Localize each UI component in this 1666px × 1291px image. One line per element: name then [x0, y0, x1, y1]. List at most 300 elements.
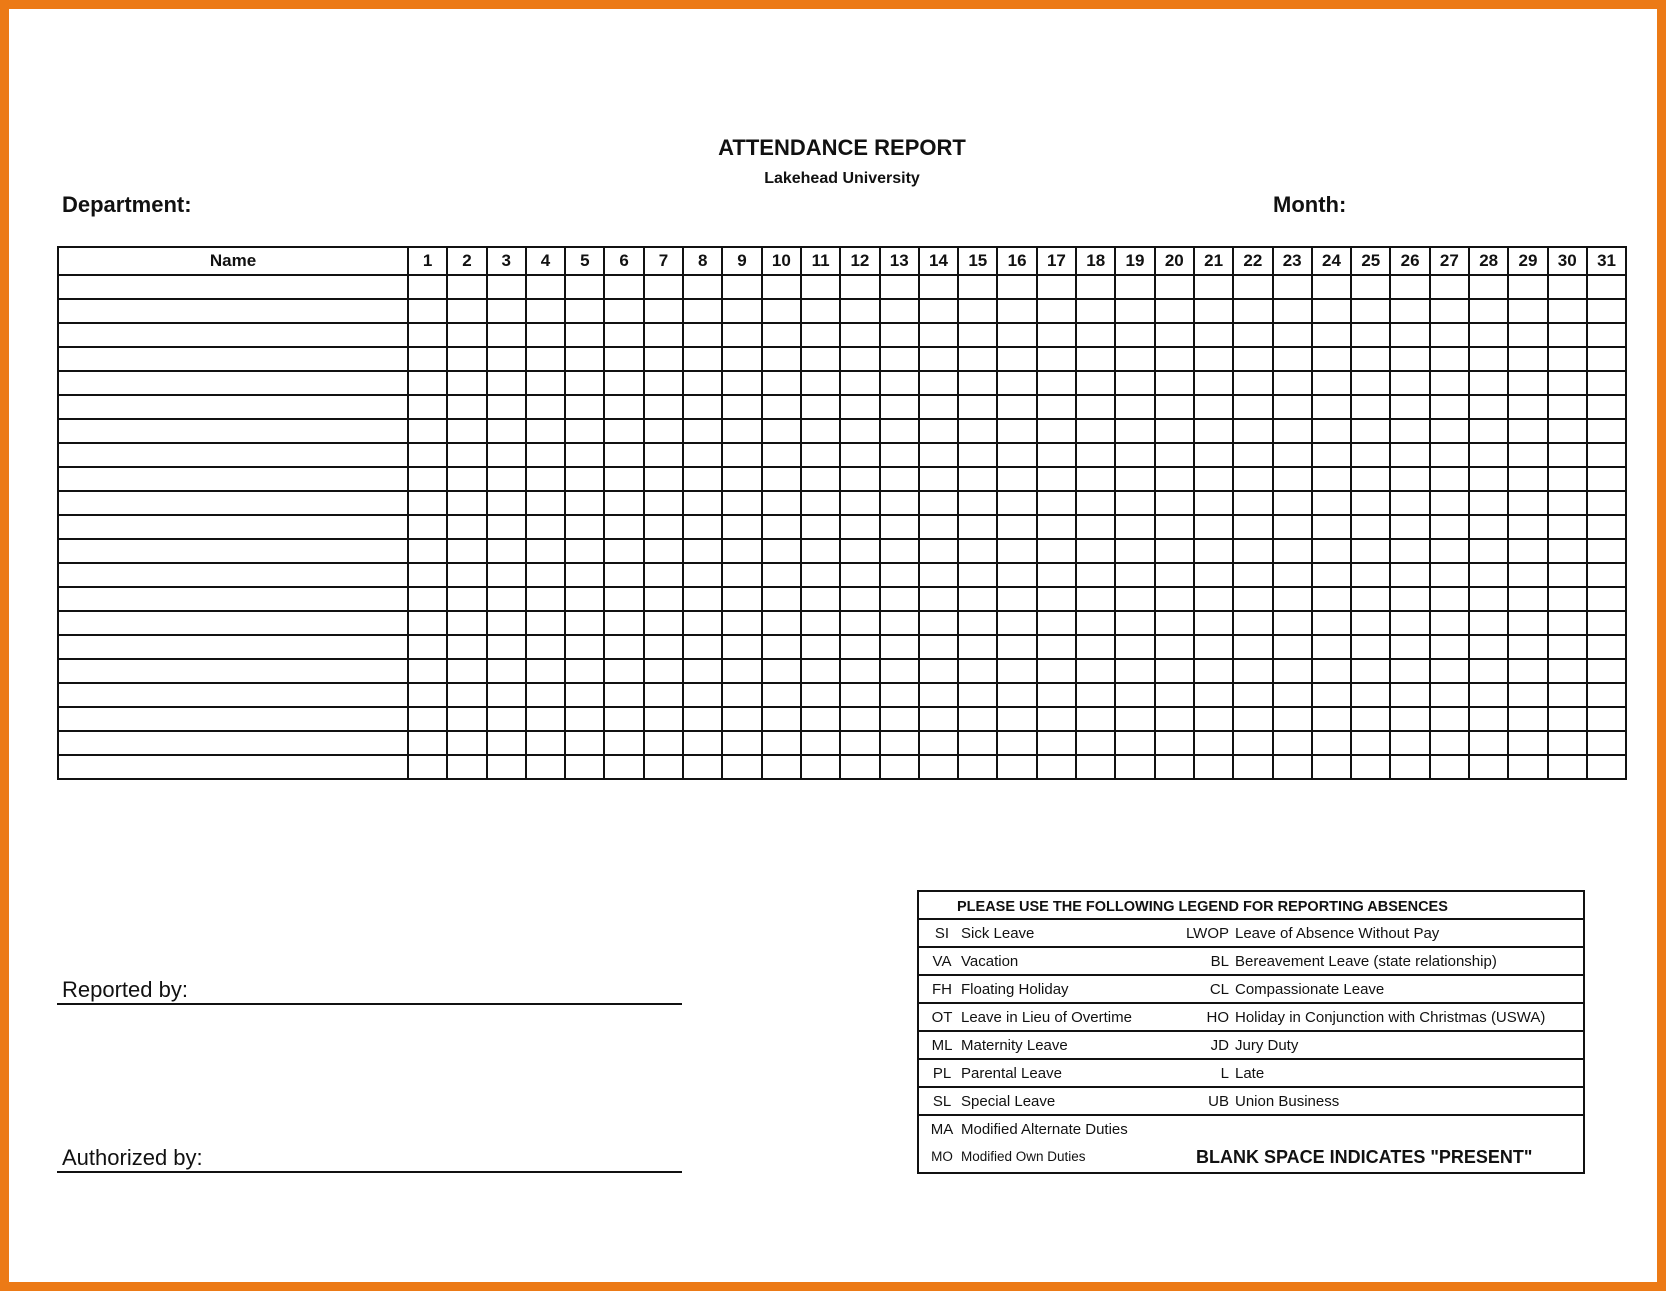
day-cell[interactable] — [604, 635, 643, 659]
day-cell[interactable] — [840, 491, 879, 515]
day-cell[interactable] — [565, 323, 604, 347]
day-cell[interactable] — [1469, 299, 1508, 323]
day-cell[interactable] — [604, 299, 643, 323]
day-cell[interactable] — [997, 539, 1036, 563]
day-cell[interactable] — [1312, 299, 1351, 323]
day-cell[interactable] — [919, 587, 958, 611]
day-cell[interactable] — [762, 371, 801, 395]
day-cell[interactable] — [1430, 635, 1469, 659]
day-cell[interactable] — [1548, 563, 1587, 587]
day-cell[interactable] — [604, 587, 643, 611]
day-cell[interactable] — [604, 731, 643, 755]
day-cell[interactable] — [1115, 659, 1154, 683]
day-cell[interactable] — [1587, 539, 1626, 563]
day-cell[interactable] — [683, 419, 722, 443]
day-cell[interactable] — [1351, 491, 1390, 515]
day-cell[interactable] — [1587, 323, 1626, 347]
day-cell[interactable] — [801, 467, 840, 491]
day-cell[interactable] — [1390, 587, 1429, 611]
day-cell[interactable] — [840, 683, 879, 707]
day-cell[interactable] — [1076, 563, 1115, 587]
day-cell[interactable] — [644, 587, 683, 611]
day-cell[interactable] — [1508, 371, 1547, 395]
day-cell[interactable] — [1155, 299, 1194, 323]
day-cell[interactable] — [762, 659, 801, 683]
name-cell[interactable] — [58, 395, 408, 419]
day-cell[interactable] — [1037, 611, 1076, 635]
day-cell[interactable] — [408, 395, 447, 419]
day-cell[interactable] — [1194, 371, 1233, 395]
day-cell[interactable] — [447, 707, 486, 731]
day-cell[interactable] — [487, 587, 526, 611]
day-cell[interactable] — [1351, 275, 1390, 299]
day-cell[interactable] — [644, 731, 683, 755]
day-cell[interactable] — [1115, 419, 1154, 443]
day-cell[interactable] — [1233, 443, 1272, 467]
day-cell[interactable] — [1312, 755, 1351, 779]
day-cell[interactable] — [565, 491, 604, 515]
day-cell[interactable] — [565, 731, 604, 755]
day-cell[interactable] — [722, 515, 761, 539]
day-cell[interactable] — [1273, 467, 1312, 491]
day-cell[interactable] — [722, 443, 761, 467]
day-cell[interactable] — [1037, 635, 1076, 659]
day-cell[interactable] — [1312, 323, 1351, 347]
day-cell[interactable] — [1194, 443, 1233, 467]
day-cell[interactable] — [722, 563, 761, 587]
day-cell[interactable] — [1430, 491, 1469, 515]
day-cell[interactable] — [762, 419, 801, 443]
day-cell[interactable] — [997, 587, 1036, 611]
day-cell[interactable] — [1548, 419, 1587, 443]
day-cell[interactable] — [840, 659, 879, 683]
day-cell[interactable] — [1469, 419, 1508, 443]
day-cell[interactable] — [1312, 707, 1351, 731]
day-cell[interactable] — [1233, 755, 1272, 779]
day-cell[interactable] — [1548, 683, 1587, 707]
day-cell[interactable] — [1548, 395, 1587, 419]
day-cell[interactable] — [683, 659, 722, 683]
day-cell[interactable] — [958, 299, 997, 323]
day-cell[interactable] — [1469, 683, 1508, 707]
day-cell[interactable] — [762, 611, 801, 635]
day-cell[interactable] — [565, 275, 604, 299]
day-cell[interactable] — [1115, 755, 1154, 779]
day-cell[interactable] — [487, 731, 526, 755]
day-cell[interactable] — [997, 299, 1036, 323]
day-cell[interactable] — [880, 659, 919, 683]
day-cell[interactable] — [487, 611, 526, 635]
day-cell[interactable] — [1508, 683, 1547, 707]
day-cell[interactable] — [526, 275, 565, 299]
day-cell[interactable] — [801, 563, 840, 587]
day-cell[interactable] — [408, 491, 447, 515]
day-cell[interactable] — [1273, 563, 1312, 587]
day-cell[interactable] — [1155, 515, 1194, 539]
day-cell[interactable] — [1076, 539, 1115, 563]
day-cell[interactable] — [1194, 659, 1233, 683]
day-cell[interactable] — [526, 347, 565, 371]
day-cell[interactable] — [722, 371, 761, 395]
day-cell[interactable] — [1155, 659, 1194, 683]
day-cell[interactable] — [1390, 443, 1429, 467]
day-cell[interactable] — [408, 299, 447, 323]
day-cell[interactable] — [997, 611, 1036, 635]
day-cell[interactable] — [565, 587, 604, 611]
day-cell[interactable] — [1430, 467, 1469, 491]
day-cell[interactable] — [1469, 635, 1508, 659]
name-cell[interactable] — [58, 539, 408, 563]
day-cell[interactable] — [958, 755, 997, 779]
day-cell[interactable] — [880, 347, 919, 371]
day-cell[interactable] — [1587, 755, 1626, 779]
day-cell[interactable] — [1233, 515, 1272, 539]
day-cell[interactable] — [1194, 347, 1233, 371]
day-cell[interactable] — [1587, 443, 1626, 467]
day-cell[interactable] — [644, 611, 683, 635]
day-cell[interactable] — [1155, 371, 1194, 395]
day-cell[interactable] — [722, 683, 761, 707]
day-cell[interactable] — [1351, 515, 1390, 539]
day-cell[interactable] — [840, 707, 879, 731]
day-cell[interactable] — [644, 323, 683, 347]
day-cell[interactable] — [1312, 635, 1351, 659]
day-cell[interactable] — [487, 659, 526, 683]
day-cell[interactable] — [644, 299, 683, 323]
day-cell[interactable] — [487, 563, 526, 587]
day-cell[interactable] — [919, 347, 958, 371]
day-cell[interactable] — [604, 707, 643, 731]
day-cell[interactable] — [1037, 443, 1076, 467]
day-cell[interactable] — [1587, 395, 1626, 419]
day-cell[interactable] — [1037, 395, 1076, 419]
day-cell[interactable] — [1430, 707, 1469, 731]
day-cell[interactable] — [408, 731, 447, 755]
day-cell[interactable] — [880, 323, 919, 347]
day-cell[interactable] — [919, 491, 958, 515]
day-cell[interactable] — [1469, 275, 1508, 299]
day-cell[interactable] — [565, 419, 604, 443]
day-cell[interactable] — [1548, 299, 1587, 323]
day-cell[interactable] — [526, 635, 565, 659]
day-cell[interactable] — [565, 659, 604, 683]
day-cell[interactable] — [1115, 683, 1154, 707]
day-cell[interactable] — [1430, 419, 1469, 443]
day-cell[interactable] — [1155, 275, 1194, 299]
day-cell[interactable] — [644, 275, 683, 299]
day-cell[interactable] — [1233, 347, 1272, 371]
name-cell[interactable] — [58, 659, 408, 683]
day-cell[interactable] — [762, 683, 801, 707]
day-cell[interactable] — [644, 371, 683, 395]
day-cell[interactable] — [1390, 323, 1429, 347]
day-cell[interactable] — [604, 347, 643, 371]
day-cell[interactable] — [1194, 467, 1233, 491]
day-cell[interactable] — [604, 563, 643, 587]
day-cell[interactable] — [408, 515, 447, 539]
day-cell[interactable] — [997, 491, 1036, 515]
day-cell[interactable] — [958, 371, 997, 395]
day-cell[interactable] — [604, 467, 643, 491]
day-cell[interactable] — [604, 371, 643, 395]
day-cell[interactable] — [1273, 731, 1312, 755]
day-cell[interactable] — [526, 611, 565, 635]
day-cell[interactable] — [722, 275, 761, 299]
day-cell[interactable] — [880, 635, 919, 659]
day-cell[interactable] — [1351, 755, 1390, 779]
day-cell[interactable] — [1390, 515, 1429, 539]
day-cell[interactable] — [1076, 419, 1115, 443]
day-cell[interactable] — [880, 731, 919, 755]
day-cell[interactable] — [919, 443, 958, 467]
day-cell[interactable] — [801, 275, 840, 299]
day-cell[interactable] — [840, 755, 879, 779]
day-cell[interactable] — [447, 755, 486, 779]
day-cell[interactable] — [1430, 515, 1469, 539]
day-cell[interactable] — [919, 299, 958, 323]
day-cell[interactable] — [1233, 299, 1272, 323]
day-cell[interactable] — [1155, 323, 1194, 347]
day-cell[interactable] — [840, 467, 879, 491]
day-cell[interactable] — [526, 659, 565, 683]
day-cell[interactable] — [1508, 587, 1547, 611]
day-cell[interactable] — [408, 323, 447, 347]
day-cell[interactable] — [1312, 515, 1351, 539]
day-cell[interactable] — [1587, 491, 1626, 515]
day-cell[interactable] — [1233, 539, 1272, 563]
day-cell[interactable] — [604, 275, 643, 299]
day-cell[interactable] — [1469, 347, 1508, 371]
day-cell[interactable] — [722, 467, 761, 491]
day-cell[interactable] — [526, 467, 565, 491]
day-cell[interactable] — [1233, 419, 1272, 443]
day-cell[interactable] — [1194, 707, 1233, 731]
day-cell[interactable] — [1312, 587, 1351, 611]
day-cell[interactable] — [1548, 491, 1587, 515]
day-cell[interactable] — [1037, 587, 1076, 611]
day-cell[interactable] — [1115, 347, 1154, 371]
day-cell[interactable] — [1390, 275, 1429, 299]
day-cell[interactable] — [1037, 707, 1076, 731]
day-cell[interactable] — [958, 419, 997, 443]
day-cell[interactable] — [1076, 683, 1115, 707]
day-cell[interactable] — [880, 299, 919, 323]
day-cell[interactable] — [644, 563, 683, 587]
day-cell[interactable] — [1430, 347, 1469, 371]
day-cell[interactable] — [919, 467, 958, 491]
day-cell[interactable] — [1430, 395, 1469, 419]
day-cell[interactable] — [1194, 539, 1233, 563]
day-cell[interactable] — [447, 635, 486, 659]
day-cell[interactable] — [722, 539, 761, 563]
day-cell[interactable] — [1390, 299, 1429, 323]
name-cell[interactable] — [58, 731, 408, 755]
day-cell[interactable] — [801, 635, 840, 659]
day-cell[interactable] — [1430, 755, 1469, 779]
day-cell[interactable] — [1273, 347, 1312, 371]
day-cell[interactable] — [447, 491, 486, 515]
day-cell[interactable] — [408, 467, 447, 491]
day-cell[interactable] — [1508, 635, 1547, 659]
day-cell[interactable] — [840, 563, 879, 587]
day-cell[interactable] — [1115, 299, 1154, 323]
day-cell[interactable] — [1312, 467, 1351, 491]
day-cell[interactable] — [1194, 323, 1233, 347]
day-cell[interactable] — [447, 419, 486, 443]
day-cell[interactable] — [1469, 371, 1508, 395]
day-cell[interactable] — [1115, 731, 1154, 755]
name-cell[interactable] — [58, 563, 408, 587]
day-cell[interactable] — [958, 323, 997, 347]
day-cell[interactable] — [722, 323, 761, 347]
day-cell[interactable] — [1312, 371, 1351, 395]
day-cell[interactable] — [487, 443, 526, 467]
day-cell[interactable] — [919, 611, 958, 635]
day-cell[interactable] — [487, 323, 526, 347]
day-cell[interactable] — [1548, 371, 1587, 395]
day-cell[interactable] — [997, 635, 1036, 659]
day-cell[interactable] — [1548, 347, 1587, 371]
day-cell[interactable] — [1273, 299, 1312, 323]
day-cell[interactable] — [958, 515, 997, 539]
name-cell[interactable] — [58, 683, 408, 707]
name-cell[interactable] — [58, 587, 408, 611]
day-cell[interactable] — [1155, 443, 1194, 467]
day-cell[interactable] — [880, 419, 919, 443]
day-cell[interactable] — [840, 323, 879, 347]
day-cell[interactable] — [604, 659, 643, 683]
day-cell[interactable] — [762, 731, 801, 755]
day-cell[interactable] — [1076, 323, 1115, 347]
day-cell[interactable] — [1233, 563, 1272, 587]
day-cell[interactable] — [1273, 635, 1312, 659]
day-cell[interactable] — [919, 683, 958, 707]
day-cell[interactable] — [1076, 707, 1115, 731]
day-cell[interactable] — [1233, 731, 1272, 755]
day-cell[interactable] — [801, 683, 840, 707]
day-cell[interactable] — [487, 707, 526, 731]
day-cell[interactable] — [762, 491, 801, 515]
day-cell[interactable] — [1351, 323, 1390, 347]
day-cell[interactable] — [958, 467, 997, 491]
day-cell[interactable] — [762, 299, 801, 323]
day-cell[interactable] — [1076, 611, 1115, 635]
day-cell[interactable] — [801, 587, 840, 611]
day-cell[interactable] — [447, 683, 486, 707]
day-cell[interactable] — [447, 515, 486, 539]
day-cell[interactable] — [1430, 587, 1469, 611]
day-cell[interactable] — [1351, 635, 1390, 659]
day-cell[interactable] — [447, 467, 486, 491]
day-cell[interactable] — [722, 299, 761, 323]
day-cell[interactable] — [1037, 419, 1076, 443]
day-cell[interactable] — [683, 443, 722, 467]
day-cell[interactable] — [1508, 659, 1547, 683]
day-cell[interactable] — [1076, 467, 1115, 491]
day-cell[interactable] — [1273, 395, 1312, 419]
day-cell[interactable] — [1076, 515, 1115, 539]
day-cell[interactable] — [1548, 755, 1587, 779]
day-cell[interactable] — [1390, 731, 1429, 755]
name-cell[interactable] — [58, 419, 408, 443]
day-cell[interactable] — [801, 443, 840, 467]
day-cell[interactable] — [447, 299, 486, 323]
day-cell[interactable] — [722, 707, 761, 731]
day-cell[interactable] — [683, 323, 722, 347]
day-cell[interactable] — [997, 563, 1036, 587]
day-cell[interactable] — [408, 371, 447, 395]
day-cell[interactable] — [683, 467, 722, 491]
day-cell[interactable] — [487, 467, 526, 491]
day-cell[interactable] — [565, 563, 604, 587]
name-cell[interactable] — [58, 755, 408, 779]
day-cell[interactable] — [1233, 587, 1272, 611]
day-cell[interactable] — [1233, 275, 1272, 299]
day-cell[interactable] — [1194, 515, 1233, 539]
day-cell[interactable] — [1194, 587, 1233, 611]
day-cell[interactable] — [565, 755, 604, 779]
day-cell[interactable] — [762, 443, 801, 467]
day-cell[interactable] — [997, 755, 1036, 779]
day-cell[interactable] — [1351, 371, 1390, 395]
day-cell[interactable] — [958, 611, 997, 635]
day-cell[interactable] — [1273, 275, 1312, 299]
day-cell[interactable] — [1194, 635, 1233, 659]
day-cell[interactable] — [840, 515, 879, 539]
day-cell[interactable] — [526, 419, 565, 443]
day-cell[interactable] — [1508, 443, 1547, 467]
day-cell[interactable] — [722, 419, 761, 443]
name-cell[interactable] — [58, 347, 408, 371]
day-cell[interactable] — [801, 299, 840, 323]
day-cell[interactable] — [762, 275, 801, 299]
day-cell[interactable] — [408, 275, 447, 299]
day-cell[interactable] — [565, 707, 604, 731]
day-cell[interactable] — [487, 299, 526, 323]
day-cell[interactable] — [644, 683, 683, 707]
day-cell[interactable] — [1508, 347, 1547, 371]
day-cell[interactable] — [1076, 635, 1115, 659]
day-cell[interactable] — [1312, 443, 1351, 467]
day-cell[interactable] — [1115, 323, 1154, 347]
day-cell[interactable] — [1115, 707, 1154, 731]
day-cell[interactable] — [1076, 299, 1115, 323]
day-cell[interactable] — [1469, 731, 1508, 755]
day-cell[interactable] — [880, 443, 919, 467]
day-cell[interactable] — [880, 275, 919, 299]
day-cell[interactable] — [1233, 707, 1272, 731]
day-cell[interactable] — [487, 683, 526, 707]
day-cell[interactable] — [447, 371, 486, 395]
day-cell[interactable] — [487, 515, 526, 539]
day-cell[interactable] — [565, 395, 604, 419]
day-cell[interactable] — [408, 635, 447, 659]
day-cell[interactable] — [997, 683, 1036, 707]
day-cell[interactable] — [958, 707, 997, 731]
day-cell[interactable] — [1548, 467, 1587, 491]
day-cell[interactable] — [1351, 347, 1390, 371]
day-cell[interactable] — [1430, 731, 1469, 755]
name-cell[interactable] — [58, 371, 408, 395]
day-cell[interactable] — [722, 347, 761, 371]
day-cell[interactable] — [722, 491, 761, 515]
day-cell[interactable] — [1194, 755, 1233, 779]
day-cell[interactable] — [840, 587, 879, 611]
day-cell[interactable] — [919, 707, 958, 731]
day-cell[interactable] — [1076, 395, 1115, 419]
day-cell[interactable] — [526, 443, 565, 467]
day-cell[interactable] — [1312, 611, 1351, 635]
